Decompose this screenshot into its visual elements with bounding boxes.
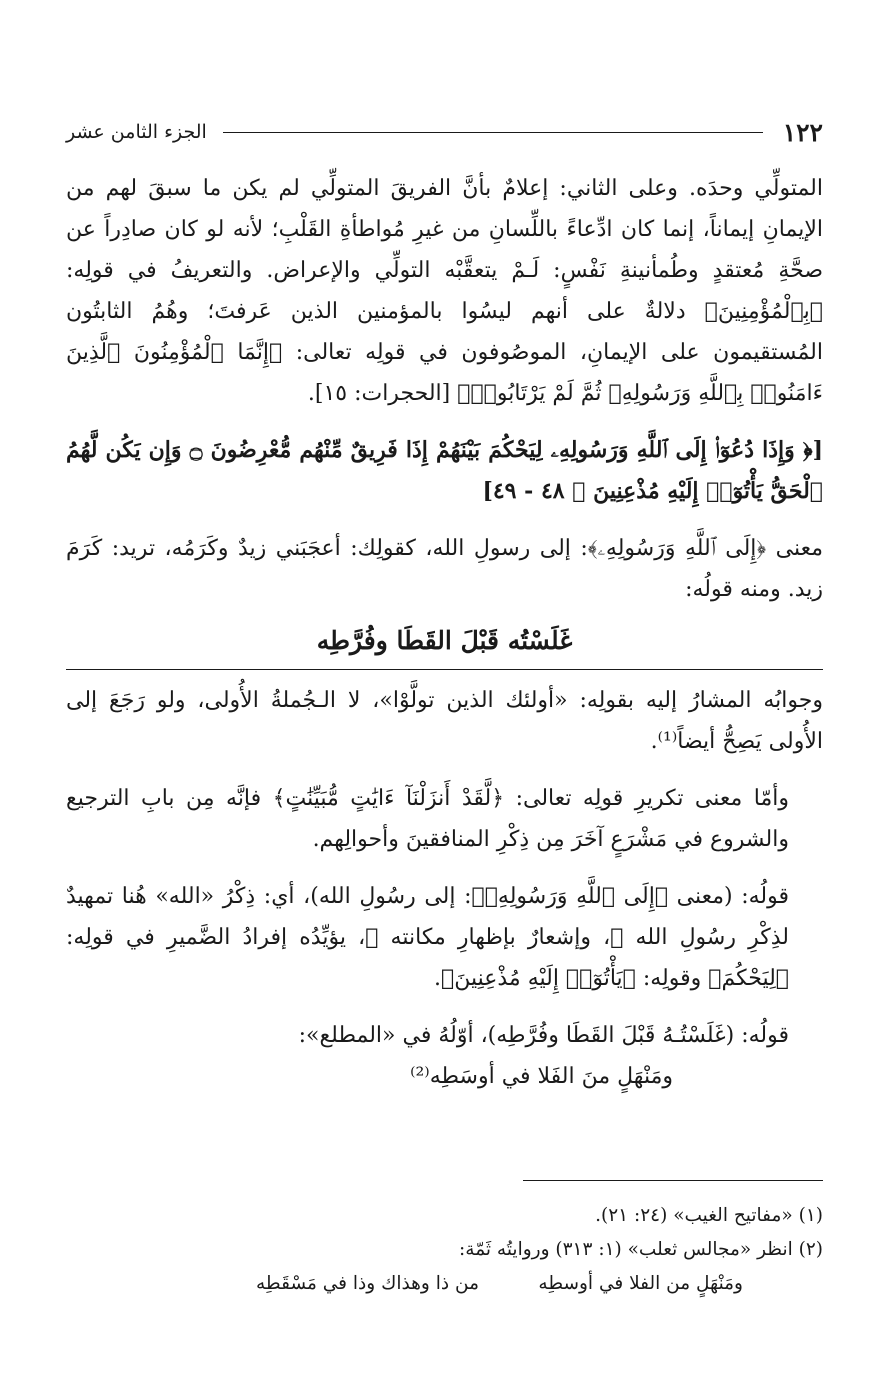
paragraph-repetition: وأمّا معنى تكريرِ قولِه تعالى: ﴿لَّقَدْ أَنزَلْنَآ ءَايَٰتٍ مُّبَيِّنَٰتٍ﴾ فإنَّه مِن بابِ الترجيع والشروع في مَشْرَعٍ آخَرَ مِن ذِكْرِ المنافقينَ وأحوالِهم. [66, 786, 789, 852]
header-rule [223, 132, 763, 133]
footnote-2-verse [66, 1267, 823, 1301]
paragraph-commentary: قولُه: (معنى ﴿إِلَى ٱللَّهِ وَرَسُولِهِۦ﴾: إلى رسُولِ الله)، أي: ذِكْرُ «الله» هُنا تمهيدٌ لذِكْرِ رسُولِ الله ﷺ، وإشعارٌ بإظهارِ مكانته ﷺ، يؤيِّدُه إفرادُ الضَّميرِ في قولِه: ﴿لِيَحْكُمَ﴾ وقولِه: ﴿يَأْتُوٓا۟ إِلَيْهِ مُذْعِنِينَ﴾. [66, 884, 789, 991]
poetry-line: ومَنْهَلٍ منَ الفَلا في أوسَطِه⁽²⁾ [410, 1064, 673, 1089]
footnote-rule [523, 1180, 823, 1181]
quran-verse-block: [﴿ وَإِذَا دُعُوٓا۟ إِلَى ٱللَّهِ وَرَسُولِهِۦ لِيَحْكُمَ بَيْنَهُمْ إِذَا فَرِيقٌ مِّنْهُم مُّعْرِضُونَ ۝ وَإِن يَكُن لَّهُمُ ٱلْحَقُّ يَأْتُوٓا۟ إِلَيْهِ مُذْعِنِينَ ﴾ ٤٨ - ٤٩] [66, 437, 823, 504]
paragraph-verse-intro: قولُه: (غَلَسْتُـهُ قَبْلَ القَطَا وفُرَّطِه)، أوّلُهُ في «المطلع»: [298, 1023, 789, 1048]
section-divider [66, 669, 823, 670]
footnote-2: (٢) انظر «مجالس ثعلب» (١: ٣١٣) وروايتُه ثَمّة: [459, 1239, 823, 1260]
paragraph-1: المتولِّي وحدَه. وعلى الثاني: إعلامٌ بأنَّ الفريقَ المتولِّي لم يكن ما سبقَ لهم من الإيمانِ إيماناً، إنما كان ادِّعاءً باللِّسانِ من غيرِ مُواطأةِ القَلْبِ؛ لأنه لو كان صادِراً عن صحَّةِ مُعتقدٍ وطُمأنينةِ نَفْسٍ: لَـمْ يتعقَّبْه التولِّي والإعراض. والتعريفُ في قولِه: ﴿بِٱلْمُؤْمِنِينَ﴾ دلالةٌ على أنهم ليسُوا بالمؤمنين الذين عَرفتَ؛ وهُمُ الثابتُون المُستقيمون على الإيمانِ، الموصُوفون في قولِه تعالى: ﴿إِنَّمَا ٱلْمُؤْمِنُونَ ٱلَّذِينَ ءَامَنُوا۟ بِٱللَّهِ وَرَسُولِهِۦ ثُمَّ لَمْ يَرْتَابُوا۟﴾ [الحجرات: ١٥]. [66, 176, 824, 406]
footnote-verse-first-hemistich: ومَنْهَلٍ من الفلا في أوسطِه [538, 1273, 743, 1294]
paragraph-ma-na: معنى ﴿إِلَى ٱللَّهِ وَرَسُولِهِۦ﴾: إلى رسولِ الله، كقولِك: أعجَبَني زيدٌ وكَرَمُه، تريد: كَرَمَ زيد. ومنه قولُه: [66, 536, 823, 602]
footnotes [66, 1180, 823, 1301]
page-number: ١٢٢ [782, 117, 823, 147]
footnote-verse-second-hemistich: من ذا وهذاك وذا في مَسْقَطِه [256, 1273, 480, 1294]
page-header [66, 112, 823, 152]
footnote-1: (١) «مفاتيح الغيب» (٢٤: ٢١). [595, 1205, 823, 1226]
paragraph-answer: وجوابُه المشارُ إليه بقولِه: «أولئك الذين تولَّوْا»، لا الـجُملةُ الأُولى، ولو رَجَعَ إلى الأُولى يَصِحُّ أيضاً⁽¹⁾. [66, 688, 823, 754]
poetry-verse-centered: غَلَسْتُه قَبْلَ القَطَا وفُرَّطِه [316, 626, 573, 655]
running-title: الجزء الثامن عشر [66, 121, 207, 143]
page-body [66, 168, 823, 1097]
